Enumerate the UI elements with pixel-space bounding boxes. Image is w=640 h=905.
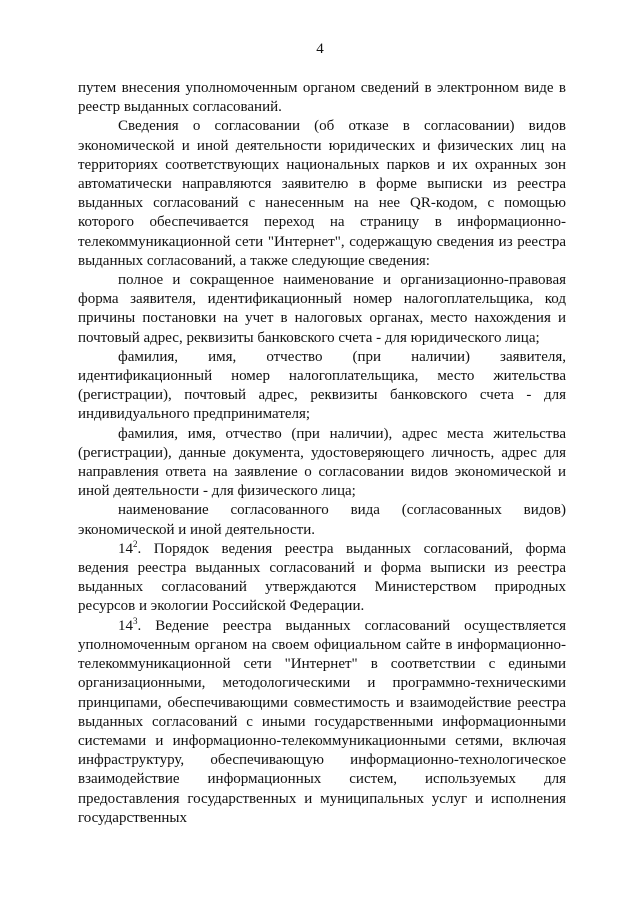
clause-text: . Ведение реестра выданных согласований осуществляется уполномоченным органом на своем официальном сайте в информационно-телекоммуникационной сети "Интернет" в соответствии с едиными организационными, методологическими и программно-техническими принципами, обеспечивающими совместимость и взаимодействие реестра выданных согласований с иными государственными информационными системами и информационно-телекоммуникационными сетями, включая инфраструктуру, обеспечивающую информационно-технологическое взаимодействие информационных систем, используемых для предоставления государственных и муниципальных услуг и исполнения государственных [78,617,566,826]
clause-text: . Порядок ведения реестра выданных согласований, форма ведения реестра выданных согласований и форма выписки из реестра выданных согласований утверждаются Министерством природных ресурсов и экологии Российской Федерации. [78,540,566,615]
paragraph-clause-14-2 [78,540,566,617]
paragraph-individual: фамилия, имя, отчество (при наличии), адрес места жительства (регистрации), данные документа, удостоверяющего личность, адрес для направления ответа на заявление о согласовании видов экономической и иной деятельности - для физического лица; [78,425,566,500]
paragraph-clause-14-3 [78,617,566,828]
document-body [78,79,566,828]
paragraph-legal-entity: полное и сокращенное наименование и организационно-правовая форма заявителя, идентификационный номер налогоплательщика, код причины постановки на учет в налоговых органах, место нахождения и почтовый адрес, реквизиты банковского счета - для юридического лица; [78,272,566,346]
paragraph-activity-type: наименование согласованного вида (согласованных видов) экономической и иной деятельности. [78,502,566,538]
page-number: 4 [316,41,324,57]
paragraph-entrepreneur: фамилия, имя, отчество (при наличии) заявителя, идентификационный номер налогоплательщика, место жительства (регистрации), почтовый адрес, реквизиты банковского счета - для индивидуального предпринимателя; [78,348,566,423]
clause-superscript: 3 [133,615,138,626]
clause-superscript: 2 [133,538,138,549]
paragraph-notification: Сведения о согласовании (об отказе в согласовании) видов экономической и иной деятельности юридических и физических лиц на территориях соответствующих национальных парков и их охранных зон автоматически направляются заявителю в форме выписки из реестра выданных согласований с нанесенным на нее QR-кодом, с помощью которого обеспечивается переход на страницу в информационно-телекоммуникационной сети "Интернет", содержащую сведения из реестра выданных согласований, а также следующие сведения: [78,118,566,269]
clause-number: 14 [118,540,133,557]
clause-number: 14 [118,617,133,634]
paragraph-continuation: путем внесения уполномоченным органом сведений в электронном виде в реестр выданных согласований. [78,80,566,116]
